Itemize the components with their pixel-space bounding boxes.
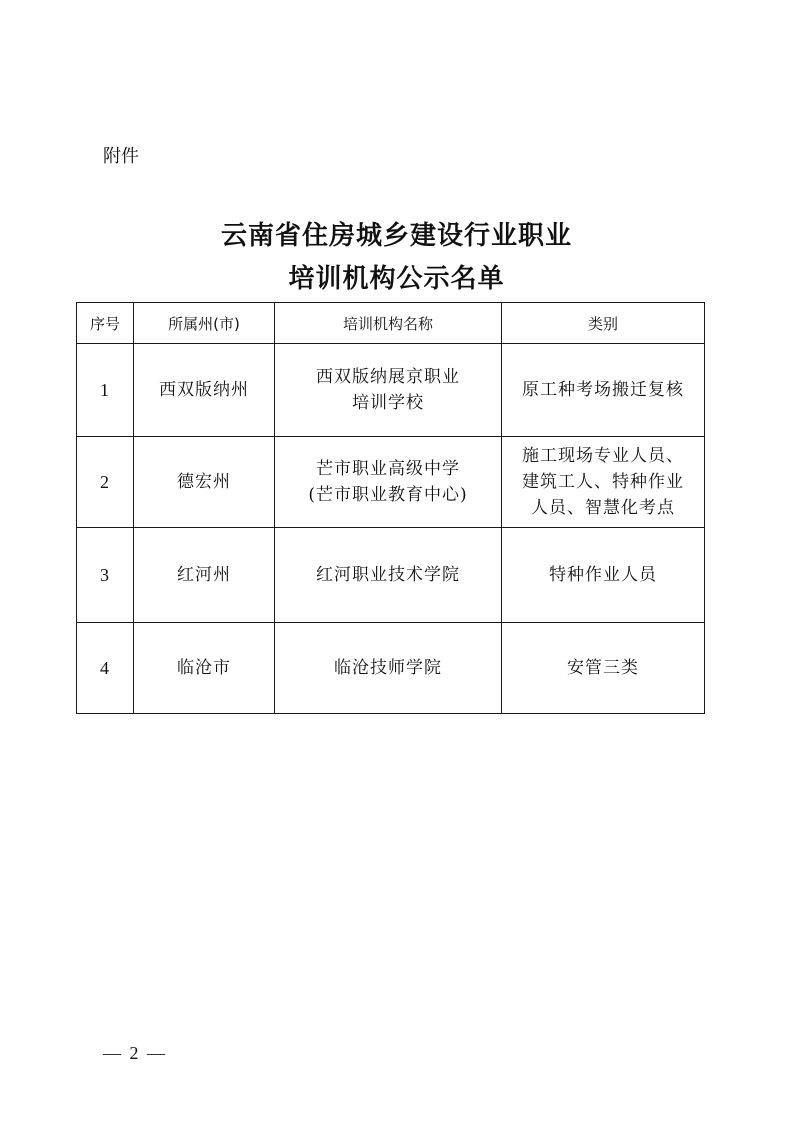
institution-name-line: 红河职业技术学院 [316,565,460,585]
attachment-label: 附件 [103,146,139,167]
institution-name-line: 培训学校 [352,393,424,413]
document-title-line2: 培训机构公示名单 [288,264,505,294]
header-institution-name: 培训机构名称 [275,303,502,344]
institution-name-line: (芒市职业教育中心) [308,485,468,505]
header-region: 所属州(市) [134,303,275,344]
table-row [77,528,705,623]
row-category [502,623,705,714]
institution-name-line: 临沧技师学院 [334,658,442,678]
document-title-line1: 云南省住房城乡建设行业职业 [220,221,572,251]
row-index: 3 [77,528,134,623]
institution-name-line: 芒市职业高级中学 [316,459,460,479]
row-category [502,344,705,437]
institution-name-line: 西双版纳展京职业 [316,367,460,387]
category-line: 安管三类 [567,658,639,678]
row-region: 西双版纳州 [134,344,275,437]
row-region: 红河州 [134,528,275,623]
row-region: 临沧市 [134,623,275,714]
row-institution-name [275,344,502,437]
row-category [502,437,705,528]
header-index: 序号 [77,303,134,344]
category-line: 人员、智慧化考点 [531,498,675,518]
institution-table [76,302,705,714]
row-index: 1 [77,344,134,437]
row-index: 4 [77,623,134,714]
row-institution-name [275,528,502,623]
header-category: 类别 [502,303,705,344]
category-line: 建筑工人、特种作业 [522,472,684,492]
page-number: — 2 — [103,1043,167,1063]
category-line: 施工现场专业人员、 [522,446,684,466]
row-institution-name [275,623,502,714]
row-index: 2 [77,437,134,528]
table-row [77,344,705,437]
row-category [502,528,705,623]
category-line: 特种作业人员 [549,565,657,585]
row-institution-name [275,437,502,528]
table-row [77,623,705,714]
table-row [77,437,705,528]
category-line: 原工种考场搬迁复核 [522,380,684,400]
table-header-row [77,303,705,344]
row-region: 德宏州 [134,437,275,528]
